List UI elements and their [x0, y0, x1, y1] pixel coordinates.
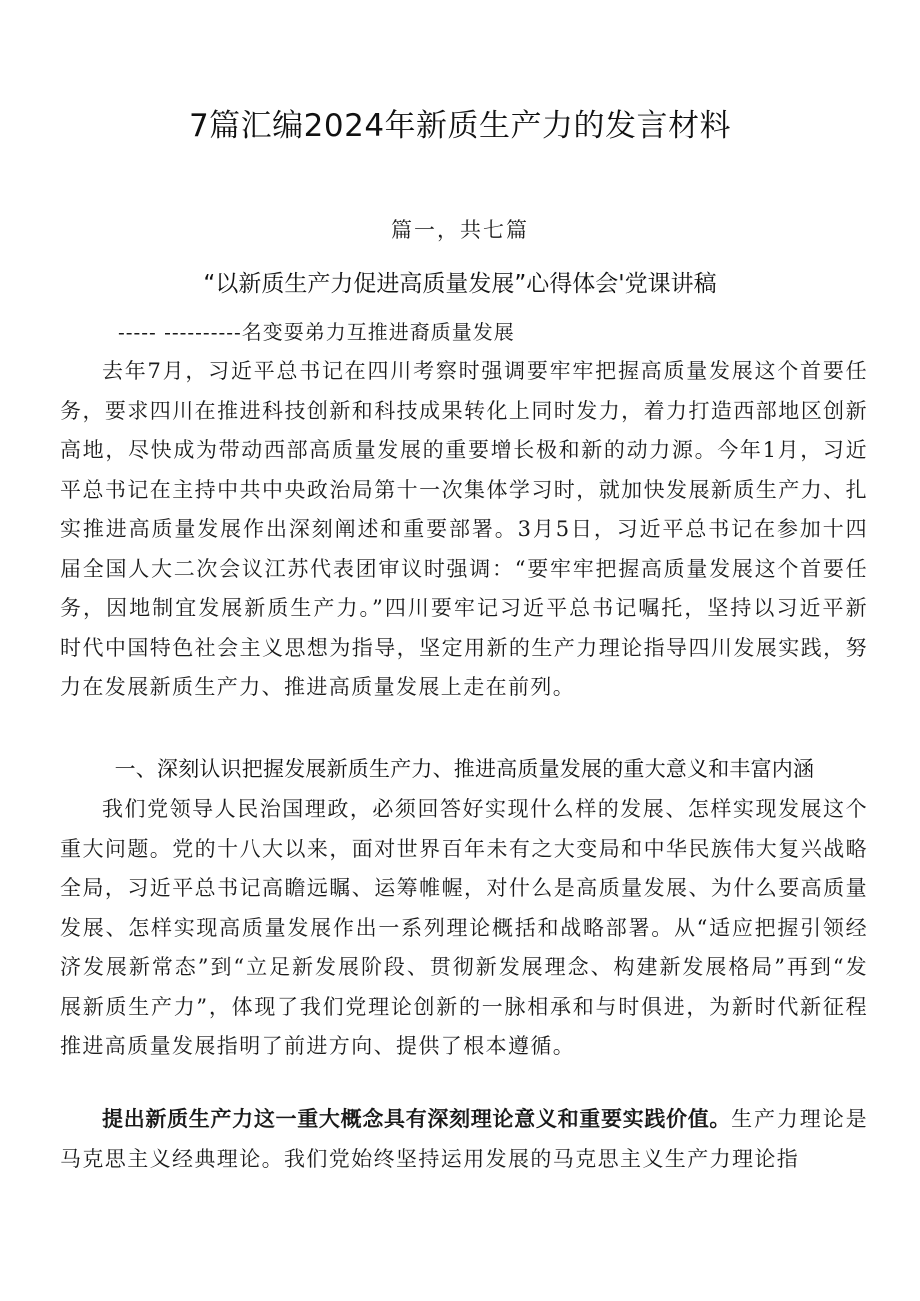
subtitle-text: 名变耍弟力互推进裔质量发展	[241, 320, 515, 344]
series-label: 篇一，共七篇	[391, 218, 529, 242]
paragraph-1: 去年7月，习近平总书记在四川考察时强调要牢牢把握高质量发展这个首要任务，要求四川在推进科技创新和科技成果转化上同时发力，着力打造西部地区创新高地，尽快成为带动西部高质量发展的重要增长极和新的动力源。今年1月，习近平总书记在主持中共中央政治局第十一次集体学习时，就加快发展新质生产力、扎实推进高质量发展作出深刻阐述和重要部署。3月5日，习近平总书记在参加十四届全国人大二次会议江苏代表团审议时强调：“要牢牢把握高质量发展这个首要任务，因地制宜发展新质生产力。”四川要牢记习近平总书记嘱托，坚持以习近平新时代中国特色社会主义思想为指导，坚定用新的生产力理论指导四川发展实践，努力在发展新质生产力、推进高质量发展上走在前列。	[60, 359, 868, 699]
subtitle-dashes: ----- ----------	[118, 320, 242, 344]
document-title: 7篇汇编2024年新质生产力的发言材料	[188, 108, 732, 144]
paragraph-3	[60, 1100, 868, 1179]
paragraph-3-lead: 提出新质生产力这一重大概念具有深刻理论意义和重要实践价值。	[102, 1107, 732, 1131]
article-subtitle	[118, 316, 515, 345]
section-heading-1: 一、深刻认识把握发展新质生产力、推进高质量发展的重大意义和丰富内涵	[114, 757, 815, 781]
paragraph-3-body: 生产力理论是马克思主义经典理论。我们党始终坚持运用发展的马克思主义生产力理论指	[60, 1107, 868, 1171]
paragraph-2: 我们党领导人民治国理政，必须回答好实现什么样的发展、怎样实现发展这个重大问题。党的十八大以来，面对世界百年未有之大变局和中华民族伟大复兴战略全局，习近平总书记高瞻远瞩、运筹帷幄，对什么是高质量发展、为什么要高质量发展、怎样实现高质量发展作出一系列理论概括和战略部署。从“适应把握引领经济发展新常态”到“立足新发展阶段、贯彻新发展理念、构建新发展格局”再到“发展新质生产力”，体现了我们党理论创新的一脉相承和与时俱进，为新时代新征程推进高质量发展指明了前进方向、提供了根本遵循。	[60, 797, 868, 1058]
article-title: “以新质生产力促进高质量发展”心得体会'党课讲稿	[203, 271, 717, 297]
